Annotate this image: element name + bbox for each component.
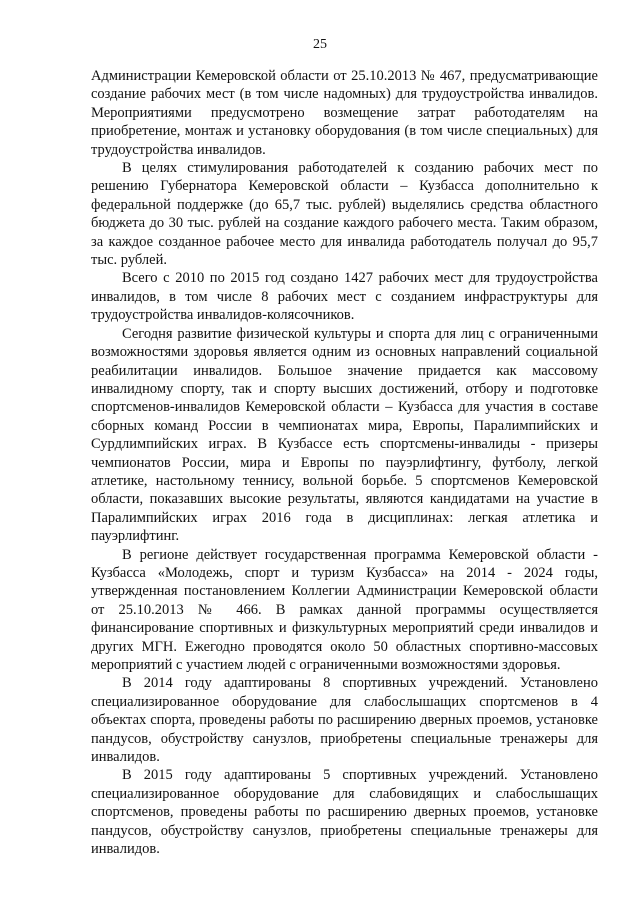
paragraph-employer-incentives: В целях стимулирования работодателей к созданию рабочих мест по решению Губернатора Кемеровской области – Кузбасса дополнительно к федеральной поддержке (до 65,7 тыс. рублей) выделялись средства областного бюджета до 30 тыс. рублей на создание каждого рабочего места. Таким образом, за каждое созданное рабочее место для инвалида работодатель получал до 95,7 тыс. рублей.: [91, 160, 598, 269]
paragraph-2014-adaptation: В 2014 году адаптированы 8 спортивных учреждений. Установлено специализированное оборудование для слабослышащих спортсменов в 4 объектах спорта, проведены работы по расширению дверных проемов, установке пандусов, обустройству санузлов, приобретены специальные тренажеры для инвалидов.: [91, 675, 598, 766]
document-body: [91, 67, 598, 858]
page-number: 25: [313, 37, 327, 52]
paragraph-jobs-created: Всего с 2010 по 2015 год создано 1427 рабочих мест для трудоустройства инвалидов, в том числе 8 рабочих мест с созданием инфраструктуры для трудоустройства инвалидов-колясочников.: [91, 270, 598, 324]
paragraph-state-program: В регионе действует государственная программа Кемеровской области - Кузбасса «Молодежь, спорт и туризм Кузбасса» на 2014 - 2024 годы, утвержденная постановлением Коллегии Администрации Кемеровской области от 25.10.2013 № 466. В рамках данной программы осуществляется финансирование спортивных и физкультурных мероприятий среди инвалидов и других МГН. Ежегодно проводятся около 50 областных спортивно-массовых мероприятий с участием людей с ограниченными возможностями здоровья.: [91, 546, 598, 673]
paragraph-2015-adaptation: В 2015 году адаптированы 5 спортивных учреждений. Установлено специализированное оборудование для слабовидящих и слабослышащих спортсменов, проведены работы по расширению дверных проемов, установке пандусов, обустройству санузлов, приобретены специальные тренажеры для инвалидов.: [91, 767, 598, 858]
paragraph-continuation: Администрации Кемеровской области от 25.10.2013 № 467, предусматривающие создание рабочих мест (в том числе надомных) для трудоустройства инвалидов. Мероприятиями предусмотрено возмещение затрат работодателям на приобретение, монтаж и установку оборудования (в том числе специальных) для трудоустройства инвалидов.: [91, 68, 598, 158]
paragraph-sports-development: Сегодня развитие физической культуры и спорта для лиц с ограниченными возможностями здоровья является одним из основных направлений социальной реабилитации инвалидов. Большое значение придается как массовому инвалидному спорту, так и спорту высших достижений, отбору и подготовке спортсменов-инвалидов Кемеровской области – Кузбасса для участия в составе сборных команд России в чемпионатах мира, Европы, Паралимпийских и Сурдлимпийских играх. В Кузбассе есть спортсмены-инвалиды - призеры чемпионатов России, мира и Европы по пауэрлифтингу, футболу, легкой атлетике, настольному теннису, вольной борьбе. 5 спортсменов Кемеровской области, показавших высокие результаты, являются кандидатами на участие в Паралимпийских играх 2016 года в дисциплинах: легкая атлетика и пауэрлифтинг.: [91, 325, 598, 545]
